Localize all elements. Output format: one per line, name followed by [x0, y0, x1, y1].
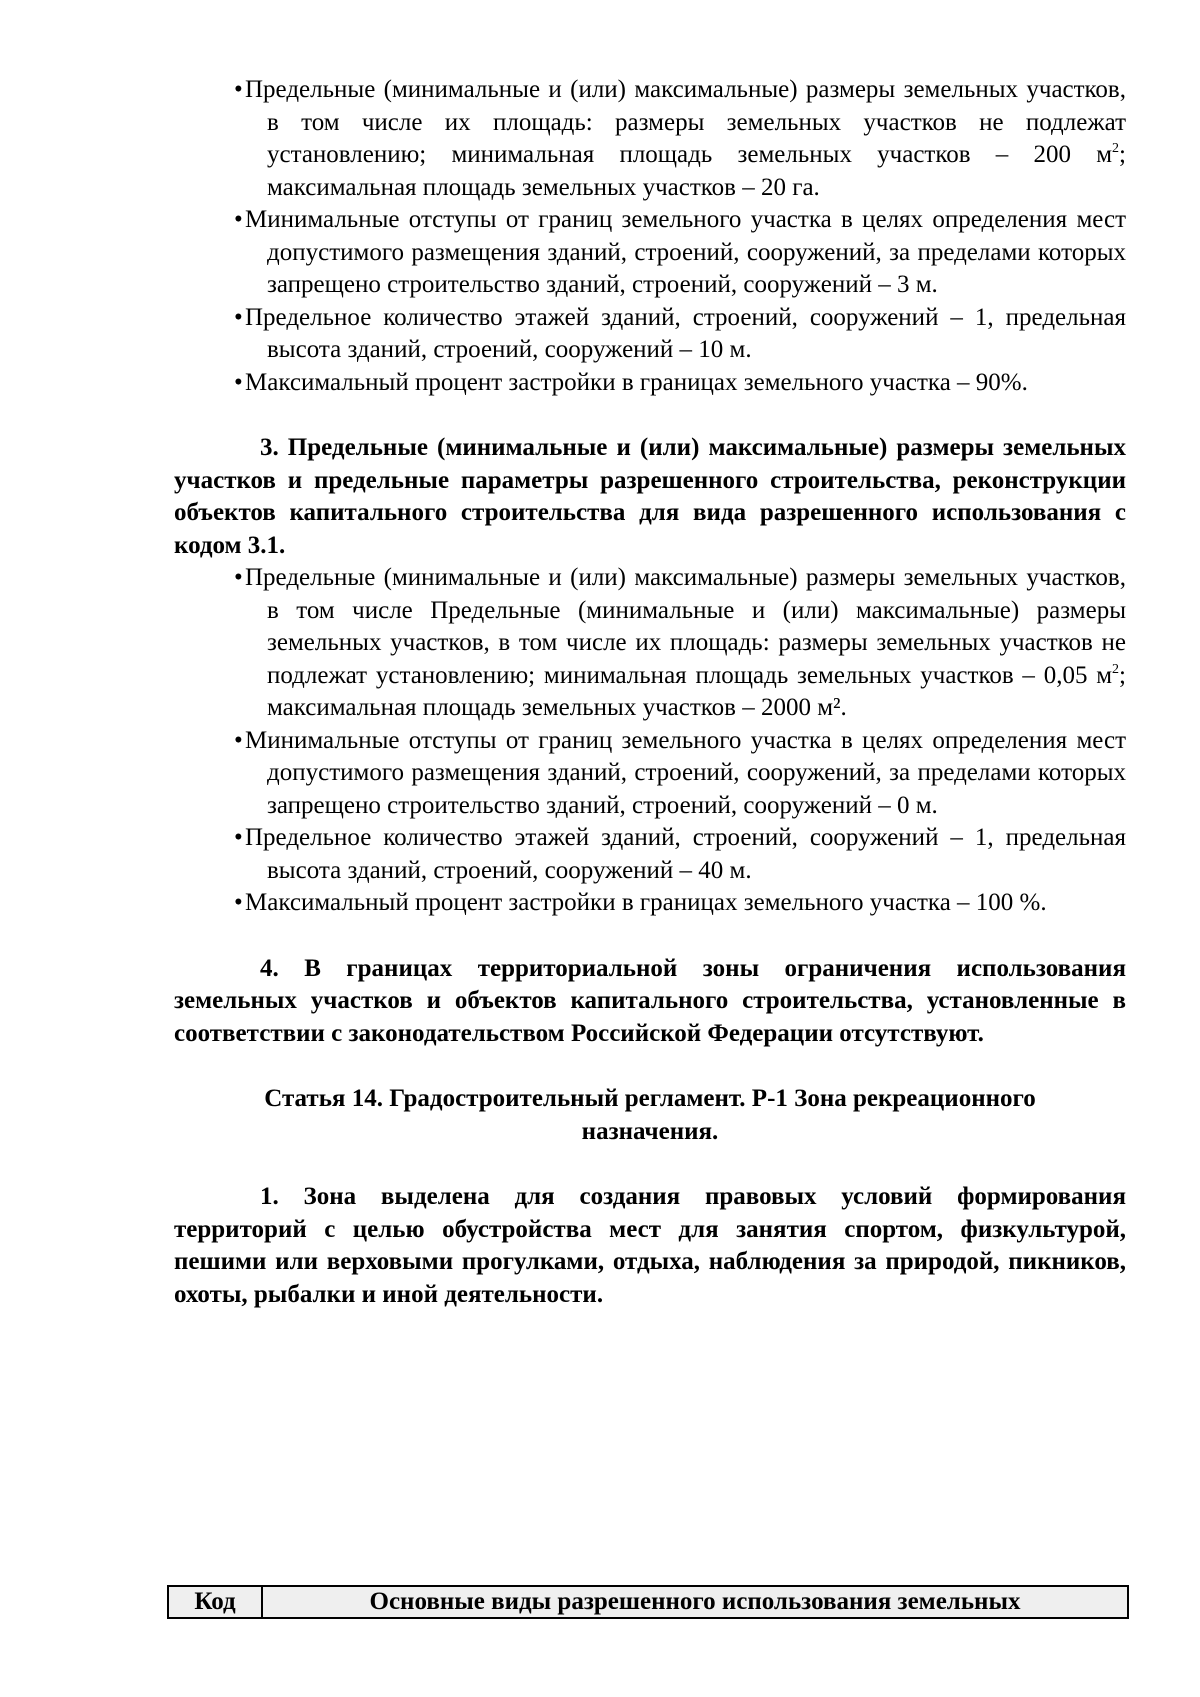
section-heading-3: 3. Предельные (минимальные и (или) максимальные) размеры земельных участков и предельные параметры разрешенного строительства, реконструкции объектов капитального строительства для вида разрешенного использования с кодом 3.1. [174, 434, 1126, 559]
list-item [174, 725, 1126, 823]
list-item-text: Предельные (минимальные и (или) максимальные) размеры земельных участков, в том числе Предельные (минимальные и (или) максимальные) размеры земельных участков, в том числе их площадь: размеры земельных участков не подлежат установлению; минимальная площадь земельных участков – 0,05 м [245, 564, 1126, 689]
list-item-text: Предельные (минимальные и (или) максимальные) размеры земельных участков, в том числе их площадь: размеры земельных участков не подлежат установлению; минимальная площадь земельных участков – 200 м [245, 76, 1126, 168]
bullet-icon: • [234, 824, 243, 851]
list-item-text: Предельное количество этажей зданий, строений, сооружений – 1, предельная высота зданий, строений, сооружений – 40 м. [245, 824, 1126, 884]
section-a-bullet-list [174, 74, 1126, 399]
section-b-bullet-list [174, 562, 1126, 920]
section-heading-4: 4. В границах территориальной зоны ограничения использования земельных участков и объектов капитального строительства, установленные в соответствии с законодательством Российской Федерации отсутствуют. [174, 954, 1126, 1047]
list-item-text: Максимальный процент застройки в границах земельного участка – 100 %. [245, 889, 1047, 916]
bullet-icon: • [234, 303, 243, 331]
list-item-text: ; максимальная площадь земельных участков – 2000 м². [267, 661, 1126, 721]
spacer [174, 1148, 1126, 1181]
spacer [174, 920, 1126, 953]
list-item [174, 204, 1126, 302]
superscript: 2 [1112, 661, 1120, 677]
bullet-icon: • [234, 76, 243, 103]
spacer [174, 399, 1126, 432]
list-item-text: Минимальные отступы от границ земельного участка в целях определения мест допустимого размещения зданий, строений, сооружений, за пределами которых запрещено строительство зданий, строений, сооружений – 0 м. [245, 726, 1126, 819]
list-item [174, 367, 1126, 400]
spacer [174, 1050, 1126, 1083]
bullet-icon: • [234, 564, 243, 591]
article-title-line: назначения. [581, 1117, 719, 1145]
list-item-text: Максимальный процент застройки в границах земельного участка – 90%. [245, 368, 1028, 396]
list-item [174, 562, 1126, 725]
list-item [174, 822, 1126, 887]
bullet-icon: • [234, 206, 243, 233]
document-body [174, 74, 1126, 1311]
list-item [174, 302, 1126, 367]
land-use-table [167, 1585, 1129, 1619]
table-header-code: Код [168, 1586, 262, 1618]
article-title [174, 1083, 1126, 1148]
table-header-main-uses: Основные виды разрешенного использования земельных [262, 1586, 1128, 1618]
superscript: 2 [1112, 141, 1120, 156]
zone-description: 1. Зона выделена для создания правовых условий формирования территорий с целью обустройства мест для занятия спортом, физкультурой, пешими или верховыми прогулками, отдыха, наблюдения за природой, пикников, охоты, рыбалки и иной деятельности. [174, 1183, 1126, 1308]
bullet-icon: • [234, 889, 243, 916]
bullet-icon: • [234, 368, 243, 396]
list-item-text: ; максимальная площадь земельных участков – 20 га. [267, 141, 1126, 201]
table-header-row [168, 1586, 1128, 1618]
bullet-icon: • [234, 726, 243, 754]
list-item-text: Предельное количество этажей зданий, строений, сооружений – 1, предельная высота зданий, строений, сооружений – 10 м. [245, 303, 1126, 363]
list-item [174, 74, 1126, 204]
list-item-text: Минимальные отступы от границ земельного участка в целях определения мест допустимого размещения зданий, строений, сооружений, за пределами которых запрещено строительство зданий, строений, сооружений – 3 м. [245, 206, 1126, 298]
list-item [174, 887, 1126, 920]
article-title-line: Статья 14. Градостроительный регламент. Р-1 Зона рекреационного [264, 1085, 1036, 1112]
